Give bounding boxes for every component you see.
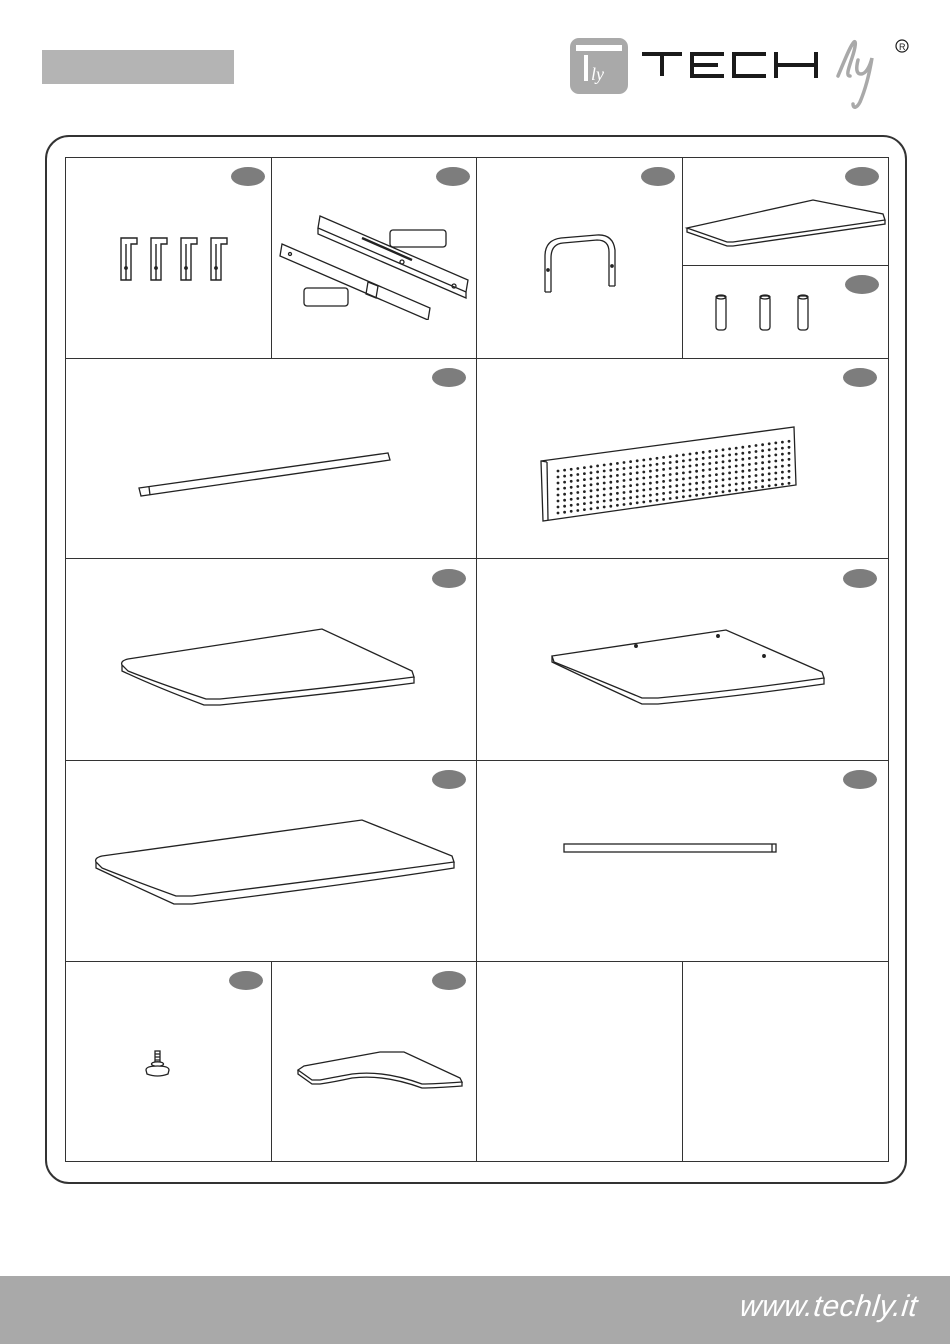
bracket-set-icon <box>105 230 245 290</box>
part-badge <box>843 368 877 387</box>
part-badge <box>843 770 877 789</box>
part-badge <box>432 569 466 588</box>
part-badge <box>845 167 879 186</box>
header-bar <box>42 50 234 84</box>
footer-bar <box>0 1276 950 1344</box>
col-divider <box>682 961 683 1161</box>
row-divider <box>682 265 888 266</box>
svg-text:R: R <box>899 42 906 52</box>
col-divider <box>476 158 477 1161</box>
corner-shelf-icon <box>294 1048 466 1090</box>
col-divider <box>682 158 683 359</box>
crossbar-icon <box>136 450 396 500</box>
part-badge <box>641 167 675 186</box>
tray-panel-icon <box>550 628 828 708</box>
desktop-panel-icon <box>92 818 458 908</box>
part-badge <box>432 770 466 789</box>
shelf-panel-icon <box>683 192 888 247</box>
row-divider <box>66 760 888 761</box>
post-icon <box>710 290 820 335</box>
part-badge <box>229 971 263 990</box>
part-badge <box>436 167 470 186</box>
row-divider <box>66 358 888 359</box>
part-badge <box>432 368 466 387</box>
drawer-slide-icon <box>278 210 473 320</box>
part-badge <box>845 275 879 294</box>
leveling-foot-icon <box>140 1048 176 1082</box>
footer-website-link[interactable]: www.techly.it <box>738 1290 920 1323</box>
part-badge <box>432 971 466 990</box>
techly-wordmark-logo <box>640 36 930 116</box>
col-divider <box>271 158 272 359</box>
part-badge <box>231 167 265 186</box>
col-divider <box>271 961 272 1161</box>
perforated-panel-icon <box>538 425 800 525</box>
row-divider <box>66 558 888 559</box>
svg-text:ly: ly <box>591 64 604 84</box>
part-badge <box>843 569 877 588</box>
u-handle-icon <box>535 230 630 300</box>
desktop-panel-icon <box>118 627 418 709</box>
techly-monogram-logo <box>570 38 628 94</box>
row-divider <box>66 961 888 962</box>
rod-icon <box>562 842 780 856</box>
